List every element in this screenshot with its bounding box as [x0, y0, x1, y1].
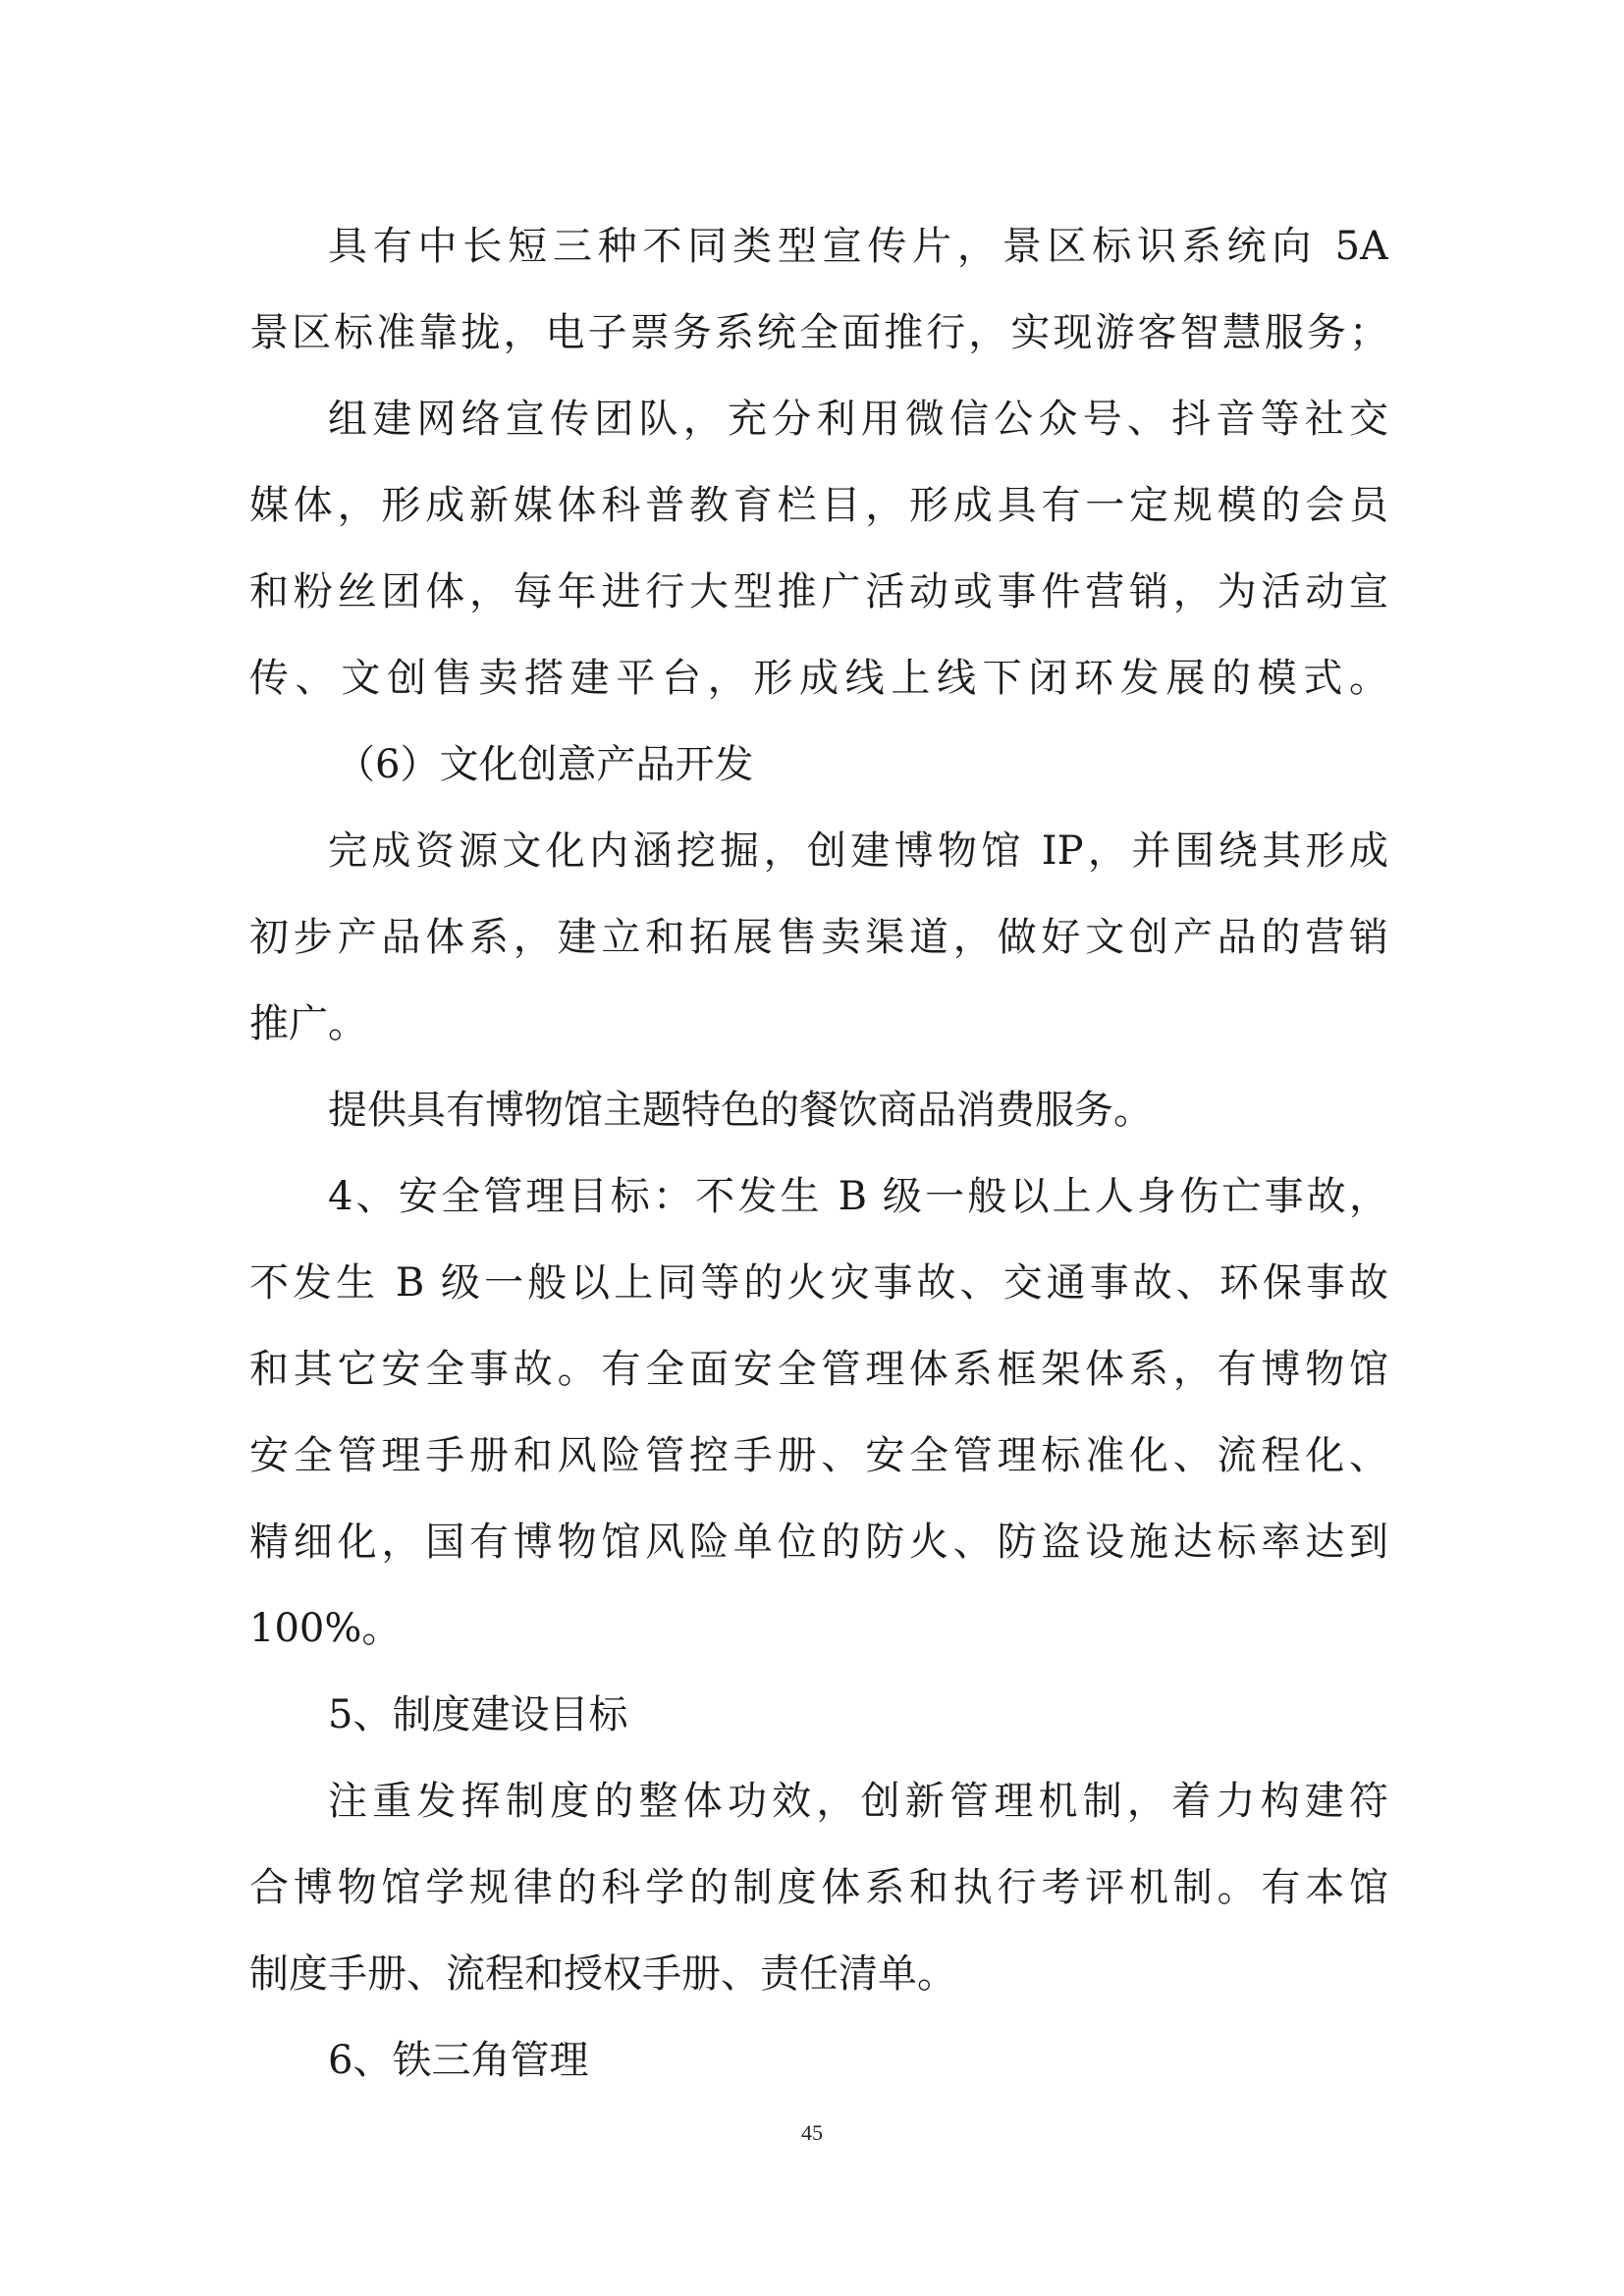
paragraph-line: 精细化，国有博物馆风险单位的防火、防盗设施达标率达到: [249, 1520, 1388, 1565]
paragraph-line: 完成资源文化内涵挖掘，创建博物馆 IP，并围绕其形成: [328, 828, 1388, 874]
paragraph-line: 和其它安全事故。有全面安全管理体系框架体系，有博物馆: [249, 1347, 1388, 1392]
paragraph-line: 安全管理手册和风险管控手册、安全管理标准化、流程化、: [249, 1433, 1388, 1478]
paragraph-line: 不发生 B 级一般以上同等的火灾事故、交通事故、环保事故: [249, 1260, 1388, 1306]
paragraph-line: 景区标准靠拢，电子票务系统全面推行，实现游客智慧服务；: [249, 310, 1388, 355]
paragraph-line: 具有中长短三种不同类型宣传片，景区标识系统向 5A: [328, 224, 1388, 269]
paragraph-line: 组建网络宣传团队，充分利用微信公众号、抖音等社交: [328, 397, 1388, 442]
paragraph-line: 注重发挥制度的整体功效，创新管理机制，着力构建符: [328, 1779, 1388, 1824]
paragraph-line: 4、安全管理目标：不发生 B 级一般以上人身伤亡事故，: [328, 1174, 1388, 1219]
paragraph-line: 初步产品体系，建立和拓展售卖渠道，做好文创产品的营销: [249, 915, 1388, 960]
section-heading: （6）文化创意产品开发: [336, 742, 754, 787]
paragraph-line: 提供具有博物馆主题特色的餐饮商品消费服务。: [328, 1088, 1153, 1133]
paragraph-line: 合博物馆学规律的科学的制度体系和执行考评机制。有本馆: [249, 1865, 1388, 1910]
paragraph-line: 100%。: [249, 1606, 402, 1651]
section-heading: 5、制度建设目标: [328, 1692, 628, 1737]
paragraph-line: 制度手册、流程和授权手册、责任清单。: [249, 1951, 956, 1997]
body-text: [249, 203, 1388, 2104]
paragraph-line: 推广。: [249, 1001, 367, 1046]
paragraph-line: 传、文创售卖搭建平台，形成线上线下闭环发展的模式。: [249, 656, 1388, 701]
page-number: 45: [801, 2120, 823, 2145]
paragraph-line: 和粉丝团体，每年进行大型推广活动或事件营销，为活动宣: [249, 569, 1388, 614]
section-heading: 6、铁三角管理: [328, 2038, 589, 2083]
paragraph-line: 媒体，形成新媒体科普教育栏目，形成具有一定规模的会员: [249, 483, 1388, 528]
